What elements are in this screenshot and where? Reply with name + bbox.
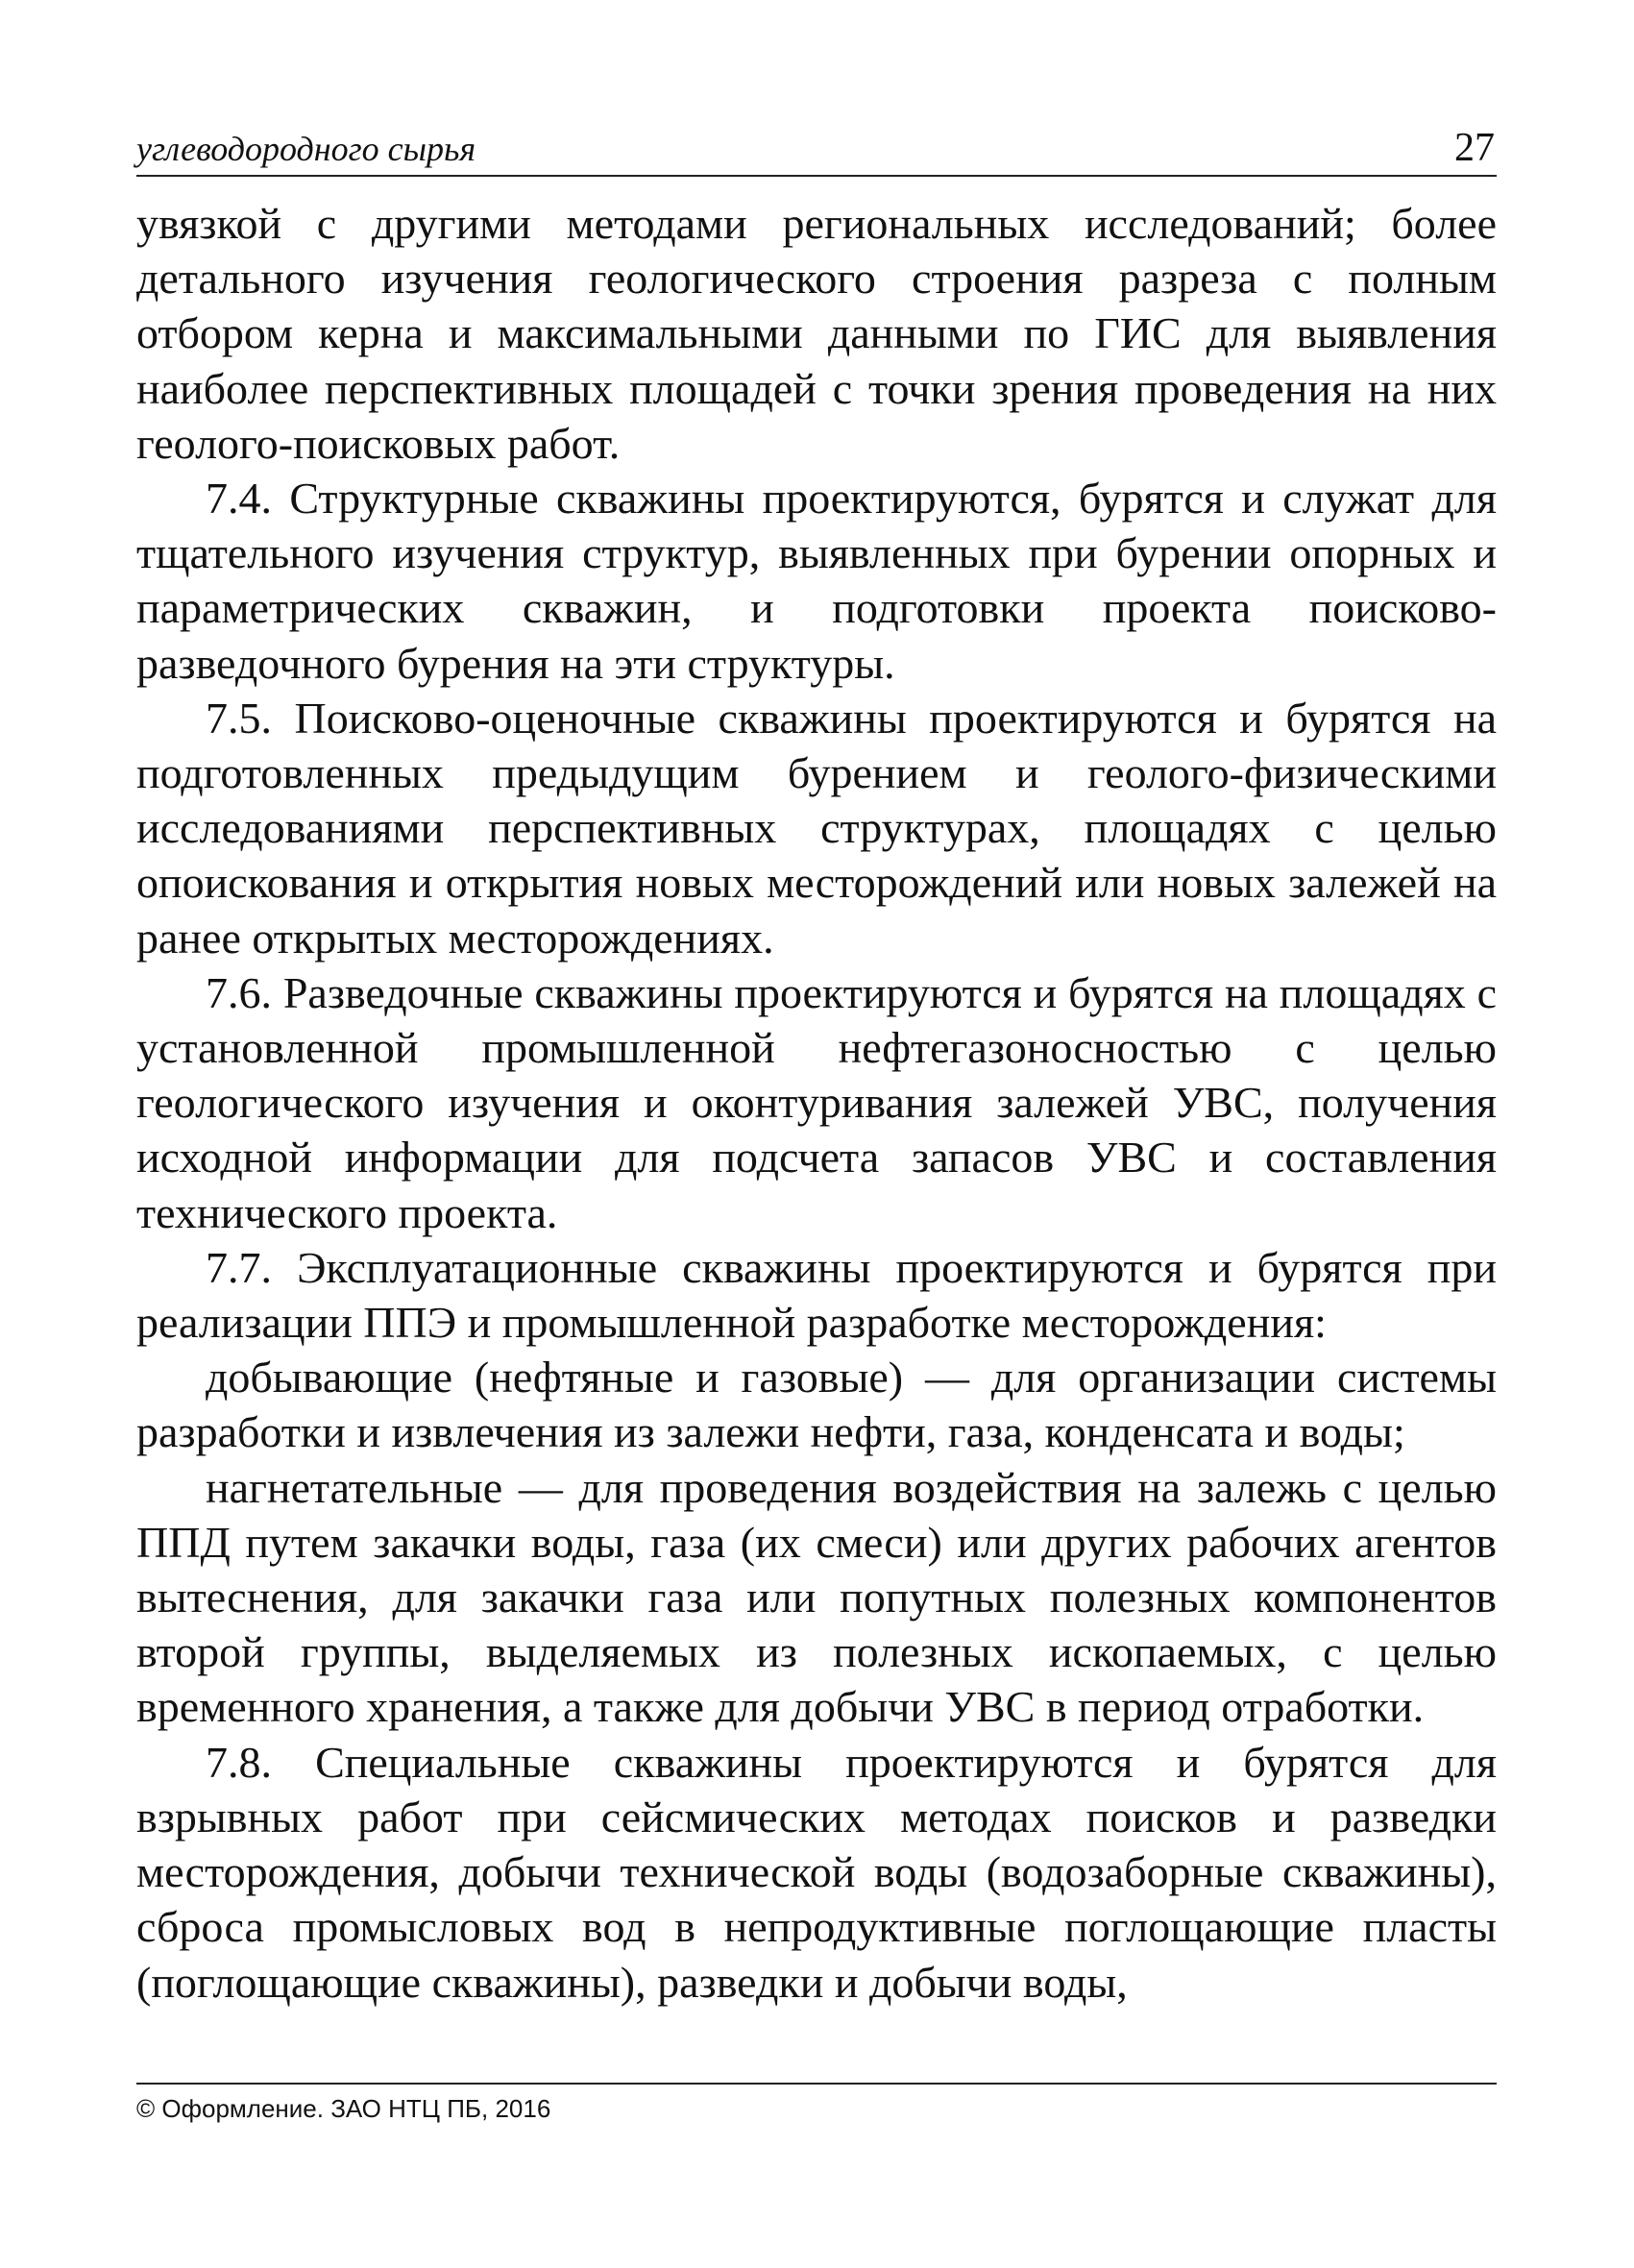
copyright-footer: © Оформление. ЗАО НТЦ ПБ, 2016: [136, 2094, 551, 2123]
document-page: [136, 0, 1497, 2268]
paragraph-7-8: 7.8. Специальные скважины проектируются и бурятся для взрывных работ при сейсмических методах поисков и разведки месторождения, добычи технической воды (водозаборные скважины), сброса промысловых вод в непродуктивные поглощающие пласты (поглощающие скважины), разведки и добычи воды,: [136, 1737, 1497, 2007]
page-number: 27: [1454, 126, 1495, 170]
footer-rule: [136, 2083, 1497, 2085]
body-text: [136, 196, 1497, 2010]
paragraph-continuation: увязкой с другими методами региональных исследований; более детального изучения геологического строения разреза с полным отбором керна и максимальными данными по ГИС для выявления наиболее перспективных площадей с точки зрения проведения на них геолого-поисковых работ.: [136, 199, 1497, 468]
paragraph-7-6: 7.6. Разведочные скважины проектируются и бурятся на площадях с установленной промышленной нефтегазоносностью с целью геологического изучения и оконтуривания залежей УВС, получения исходной информации для подсчета запасов УВС и составления технического проекта.: [136, 967, 1497, 1237]
running-header: [136, 117, 1497, 177]
paragraph-producing-wells: добывающие (нефтяные и газовые) — для организации системы разработки и извлечения из залежи нефти, газа, конденсата и воды;: [136, 1353, 1497, 1457]
paragraph-7-5: 7.5. Поисково-оценочные скважины проектируются и бурятся на подготовленных предыдущим бурением и геолого-физическими исследованиями перспективных структурах, площадях с целью опоискования и открытия новых месторождений или новых залежей на ранее открытых месторождениях.: [136, 693, 1497, 963]
running-title: углеводородного сырья: [136, 130, 476, 168]
paragraph-7-7: 7.7. Эксплуатационные скважины проектируются и бурятся при реализации ППЭ и промышленной разработке месторождения:: [136, 1242, 1497, 1348]
paragraph-7-4: 7.4. Структурные скважины проектируются, бурятся и служат для тщательного изучения структур, выявленных при бурении опорных и параметрических скважин, и подготовки проекта поисково-разведочного бурения на эти структуры.: [136, 474, 1497, 688]
paragraph-injection-wells: нагнетательные — для проведения воздействия на залежь с целью ППД путем закачки воды, газа (их смеси) или других рабочих агентов вытеснения, для закачки газа или попутных полезных компонентов второй группы, выделяемых из полезных ископаемых, с целью временного хранения, а также для добычи УВС в период отработки.: [136, 1462, 1497, 1732]
